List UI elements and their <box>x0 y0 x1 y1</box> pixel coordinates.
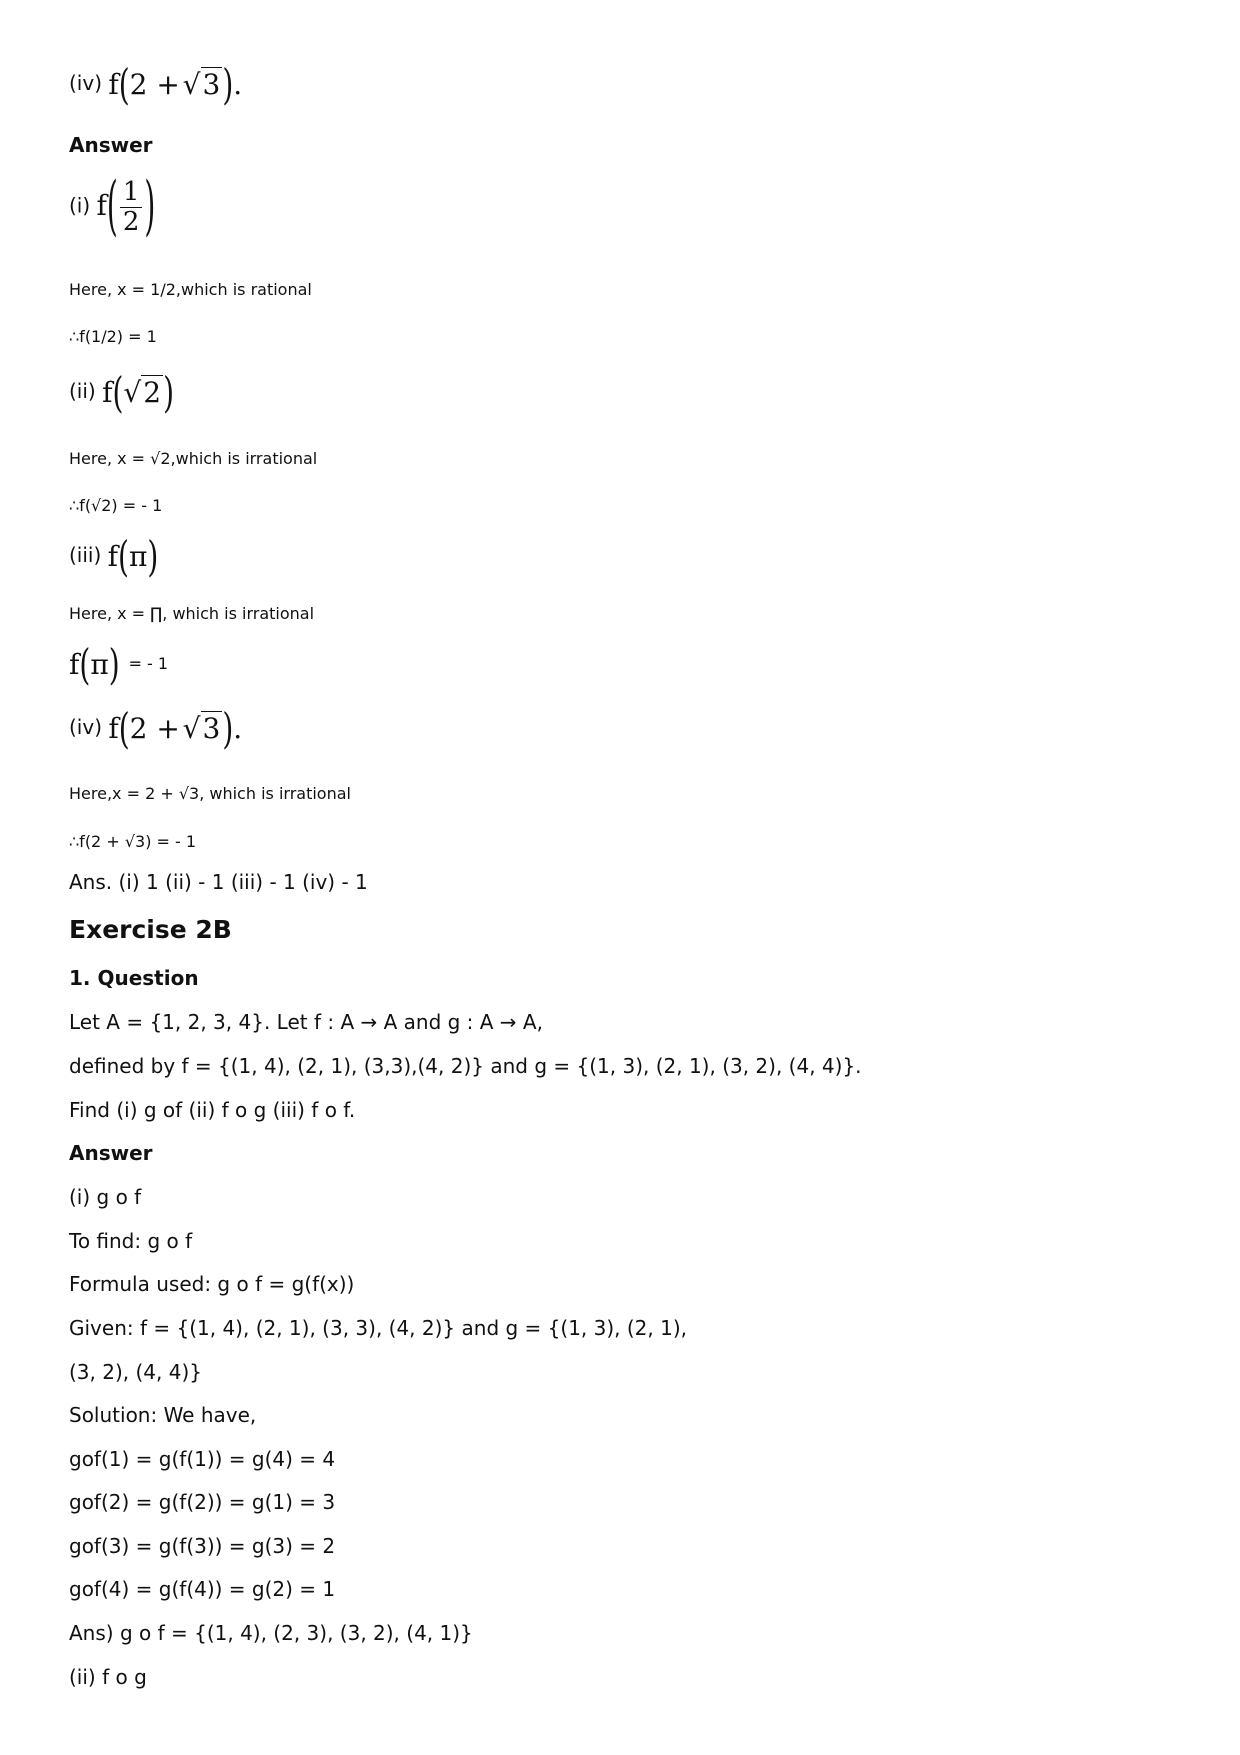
text-here-rational: Here, x = 1/2,which is rational <box>69 280 312 299</box>
gof-4: gof(4) = g(f(4)) = g(2) = 1 <box>69 1577 336 1601</box>
period: . <box>233 68 243 101</box>
result-value: = - 1 <box>128 654 169 673</box>
numerator: 1 <box>120 178 143 208</box>
gof-1: gof(1) = g(f(1)) = g(4) = 4 <box>69 1447 336 1471</box>
math-line-iv <box>69 703 243 754</box>
item-label: (iii) <box>69 543 102 567</box>
math-line-iii <box>69 531 159 582</box>
formula-f-2-plus-sqrt3: f(2 + √3). <box>108 703 243 754</box>
math-line-fpi-result <box>69 639 169 690</box>
pi-symbol: π <box>128 540 148 573</box>
solution-part-ii: (ii) f o g <box>69 1665 147 1689</box>
text-here-irrational-sqrt2: Here, x = √2,which is irrational <box>69 449 318 468</box>
f-symbol: f <box>108 712 119 745</box>
f-symbol: f <box>107 540 119 573</box>
f-symbol: f <box>108 68 119 101</box>
formula-f-pi-result: f(π) <box>69 639 120 690</box>
to-find: To find: g o f <box>69 1229 193 1253</box>
gof-3: gof(3) = g(f(3)) = g(3) = 2 <box>69 1534 336 1558</box>
answer-gof: Ans) g o f = {(1, 4), (2, 3), (3, 2), (4, 1)} <box>69 1621 473 1645</box>
math-line-i <box>69 167 156 244</box>
period: . <box>233 712 243 745</box>
gof-2: gof(2) = g(f(2)) = g(1) = 3 <box>69 1490 336 1514</box>
f-symbol: f <box>69 648 80 681</box>
solution-part-i: (i) g o f <box>69 1185 142 1209</box>
question-line-3: Find (i) g of (ii) f o g (iii) f o f. <box>69 1098 356 1122</box>
f-symbol: f <box>102 376 113 409</box>
radicand: 2 <box>143 376 162 409</box>
text-here-irrational-2-sqrt3: Here,x = 2 + √3, which is irrational <box>69 784 351 803</box>
two-plus: 2 + <box>129 68 180 101</box>
radicand: 3 <box>202 712 221 745</box>
text-therefore-4: ∴f(2 + √3) = - 1 <box>69 832 197 851</box>
item-label: (iv) <box>69 71 102 95</box>
f-symbol: f <box>96 188 107 222</box>
formula-f-2-plus-sqrt3: f(2 + √3). <box>108 59 243 110</box>
text-therefore-2: ∴f(√2) = - 1 <box>69 496 163 515</box>
question-heading: 1. Question <box>69 966 199 990</box>
item-label: (iv) <box>69 715 102 739</box>
solution-intro: Solution: We have, <box>69 1403 257 1427</box>
question-line-2: defined by f = {(1, 4), (2, 1), (3,3),(4, 2)} and g = {(1, 3), (2, 1), (3, 2), (4, 4)}. <box>69 1054 862 1078</box>
text-therefore-1: ∴f(1/2) = 1 <box>69 327 157 346</box>
given-line-2: (3, 2), (4, 4)} <box>69 1360 202 1384</box>
item-label: (ii) <box>69 379 96 403</box>
math-line-ii <box>69 367 174 418</box>
answer-heading-2: Answer <box>69 1141 153 1165</box>
formula-f-half: f( $\frac{1}{2}$ ) <box>96 167 156 244</box>
pi-symbol: π <box>90 648 109 681</box>
fraction <box>120 178 143 236</box>
math-line-iv-top <box>69 59 243 110</box>
text-here-irrational-pi: Here, x = ∏, which is irrational <box>69 604 315 623</box>
given-line-1: Given: f = {(1, 4), (2, 1), (3, 3), (4, 2)} and g = {(1, 3), (2, 1), <box>69 1316 687 1340</box>
section-title-exercise-2b: Exercise 2B <box>69 915 232 944</box>
answer-heading: Answer <box>69 133 153 157</box>
denominator: 2 <box>122 206 140 237</box>
formula-f-pi: f(π) <box>107 531 159 582</box>
radicand: 3 <box>202 68 221 101</box>
formula-used: Formula used: g o f = g(f(x)) <box>69 1272 355 1296</box>
formula-f-sqrt2: f(√2) <box>102 367 174 418</box>
question-line-1: Let A = {1, 2, 3, 4}. Let f : A → A and g : A → A, <box>69 1010 543 1034</box>
item-label: (i) <box>69 193 91 218</box>
two-plus: 2 + <box>129 712 180 745</box>
answer-summary: Ans. (i) 1 (ii) - 1 (iii) - 1 (iv) - 1 <box>69 870 368 894</box>
